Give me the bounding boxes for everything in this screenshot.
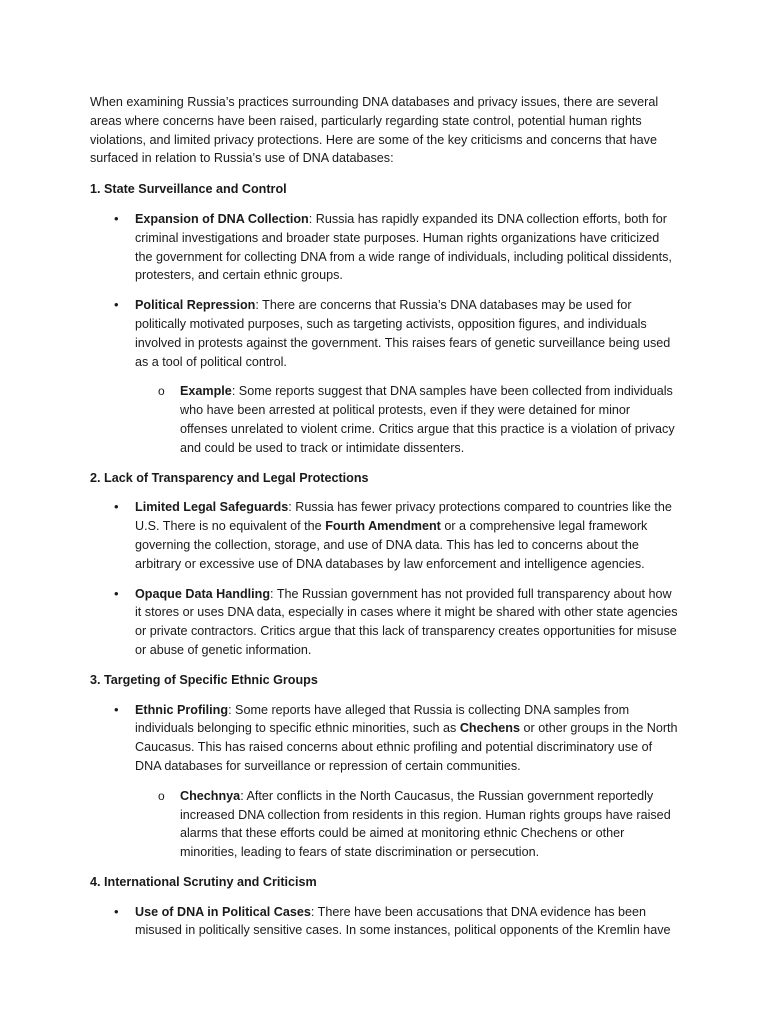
sub-list-item [90, 787, 680, 862]
item-text: : After conflicts in the North Caucasus, the Russian government reportedly increased DNA collection from residents in this region. Human rights groups have raised alarms that these efforts could be aimed at monitoring ethnic Chechens or other minorities, leading to fears of state discrimination or persecution. [180, 788, 671, 860]
item-text: : There are concerns that Russia’s DNA databases may be used for politically motivated purposes, such as targeting activists, opposition figures, and individuals involved in protests against the government. This raises fears of genetic surveillance being used as a tool of political control. [135, 298, 671, 369]
item-bold-phrase: Chechens [459, 721, 521, 736]
item-term: Limited Legal Safeguards [135, 500, 289, 515]
item-term: Opaque Data Handling [135, 586, 271, 601]
item-text: : There have been accusations that DNA evidence has been misused in politically sensitive cases. In some instances, political opponents of the Kremlin have [135, 904, 671, 938]
document-page [90, 93, 680, 951]
section-heading-1: 1. State Surveillance and Control [90, 182, 287, 197]
list-item [90, 701, 680, 776]
item-text: : The Russian government has not provided full transparency about how it stores or uses DNA data, especially in cases where it might be shared with other state agencies or private contractors. Critics argue that this lack of transparency creates opportunities for misuse or abuse of genetic information. [135, 586, 678, 657]
item-term: Example [180, 384, 232, 399]
section-heading-4: 4. International Scrutiny and Criticism [90, 874, 317, 889]
item-text: or other groups in the North Caucasus. This has raised concerns about ethnic profiling and potential discriminatory use of DNA databases for surveillance or repression of certain communities. [135, 721, 678, 773]
section-heading-2: 2. Lack of Transparency and Legal Protections [90, 470, 369, 485]
circle-bullet-icon: o [158, 384, 165, 399]
item-text: : Some reports suggest that DNA samples have been collected from individuals who have been arrested at political protests, even if they were detained for minor offenses unrelated to violent crime. Critics argue that this practice is a violation of privacy and could be used to track or intimidate dissenters. [180, 384, 675, 455]
list-item [90, 498, 680, 573]
intro-paragraph: When examining Russia’s practices surrounding DNA databases and privacy issues, there are several areas where concerns have been raised, particularly regarding state control, potential human rights violations, and limited privacy protections. Here are some of the key criticisms and concerns that have surfaced in relation to Russia’s use of DNA databases: [90, 95, 659, 166]
section-3-list [90, 701, 680, 862]
item-text: : Russia has fewer privacy protections compared to countries like the U.S. There is no equivalent of the [135, 500, 672, 534]
list-item [90, 210, 680, 285]
bullet-icon: • [114, 210, 119, 226]
bullet-icon: • [114, 585, 119, 601]
bullet-icon: • [114, 903, 119, 919]
sub-list-item [90, 382, 680, 457]
item-bold-phrase: Fourth Amendment [325, 519, 441, 534]
item-text: : Russia has rapidly expanded its DNA collection efforts, both for criminal investigations and broader state purposes. Human rights organizations have criticized the government for collecting DNA from a wide range of individuals, including political dissidents, protesters, and certain ethnic groups. [135, 211, 672, 283]
bullet-icon: • [114, 297, 119, 313]
list-item [90, 903, 680, 941]
circle-bullet-icon: o [158, 788, 165, 803]
item-text: : Some reports have alleged that Russia is collecting DNA samples from individuals belonging to specific ethnic minorities, such as [135, 702, 630, 736]
item-text: or a comprehensive legal framework governing the collection, storage, and use of DNA data. This has led to concerns about the arbitrary or excessive use of DNA databases by law enforcement and intelligence agencies. [135, 519, 648, 571]
list-item [90, 296, 680, 371]
bullet-icon: • [114, 701, 119, 717]
item-term: Political Repression [135, 298, 256, 313]
section-4-list [90, 903, 680, 941]
list-item [90, 585, 680, 660]
section-heading-3: 3. Targeting of Specific Ethnic Groups [90, 672, 318, 687]
item-term: Use of DNA in Political Cases [135, 904, 311, 919]
item-term: Chechnya [180, 788, 241, 803]
bullet-icon: • [114, 499, 119, 515]
section-2-list [90, 498, 680, 659]
item-term: Ethnic Profiling [135, 702, 229, 717]
section-1-list [90, 210, 680, 458]
item-term: Expansion of DNA Collection [135, 211, 309, 226]
